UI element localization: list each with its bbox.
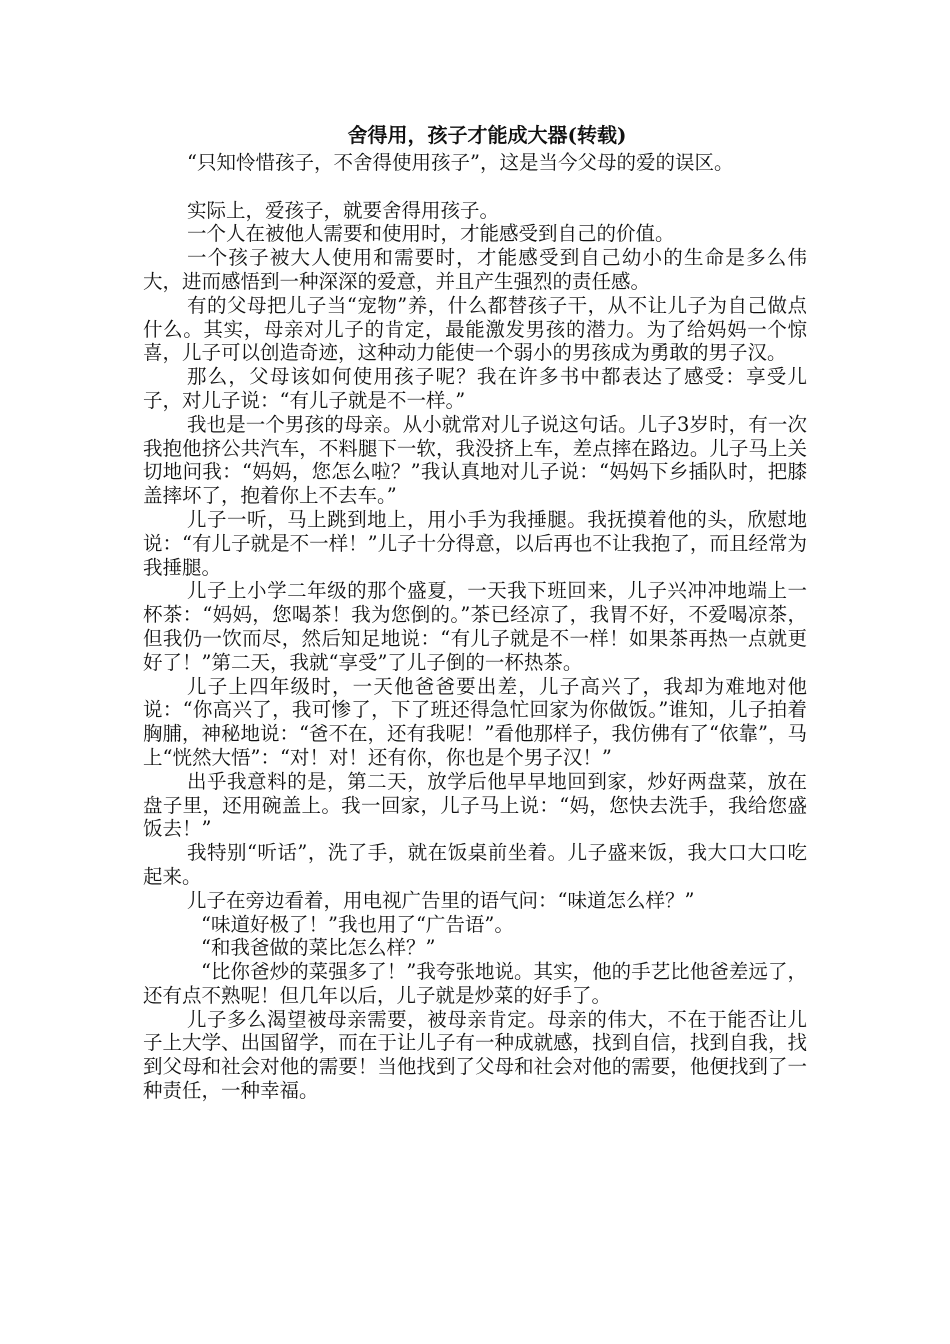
paragraph-13: 儿子在旁边看着，用电视广告里的语气问：“味道怎么样？”: [187, 888, 695, 912]
paragraph-8: 儿子一听，马上跳到地上，用小手为我捶腿。我抚摸着他的头，欣慰地说：“有儿子就是不一样！”儿子十分得意，以后再也不让我抱了，而且经常为我捶腿。: [143, 507, 807, 579]
document-page: [143, 119, 807, 1103]
paragraph-4: 一个孩子被大人使用和需要时，才能感受到自己幼小的生命是多么伟大，进而感悟到一种深深的爱意，并且产生强烈的责任感。: [143, 246, 807, 293]
paragraph-17: 儿子多么渴望被母亲需要，被母亲肯定。母亲的伟大，不在于能否让儿子上大学、出国留学，而在于让儿子有一种成就感，找到自信，找到自我，找到父母和社会对他的需要！当他找到了父母和社会对他的需要，他便找到了一种责任，一种幸福。: [143, 1007, 807, 1103]
paragraph-15: “和我爸做的菜比怎么样？”: [201, 936, 436, 960]
paragraph-1: “只知怜惜孩子，不舍得使用孩子”，这是当今父母的爱的误区。: [187, 151, 734, 174]
paragraph-10: 儿子上四年级时，一天他爸爸要出差，儿子高兴了，我却为难地对他说：“你高兴了，我可惨了，下了班还得急忙回家为你做饭。”谁知，儿子拍着胸脯，神秘地说：“爸不在，还有我呢！”看他那样子，我仿佛有了“依靠”，马上“恍然大悟”：“对！对！还有你，你也是个男子汉！”: [143, 674, 807, 769]
paragraph-3: 一个人在被他人需要和使用时，才能感受到自己的价值。: [187, 222, 675, 246]
paragraph-9: 儿子上小学二年级的那个盛夏，一天我下班回来，儿子兴冲冲地端上一杯茶：“妈妈，您喝茶！我为您倒的。”茶已经凉了，我胃不好，不爱喝凉茶，但我仍一饮而尽，然后知足地说：“有儿子就是不一样！如果茶再热一点就更好了！”第二天，我就“享受”了儿子倒的一杯热茶。: [143, 579, 807, 674]
document-title: 舍得用，孩子才能成大器(转载): [347, 123, 627, 147]
paragraph-6: 那么，父母该如何使用孩子呢？我在许多书中都表达了感受：享受儿子，对儿子说：“有儿子就是不一样。”: [143, 365, 807, 412]
blank-line: [143, 175, 807, 199]
paragraph-14: “味道好极了！”我也用了“广告语”。: [201, 912, 514, 936]
paragraph-16: “比你爸炒的菜强多了！”我夸张地说。其实，他的手艺比他爸差远了，还有点不熟呢！但几年以后，儿子就是炒菜的好手了。: [143, 960, 807, 1007]
paragraph-11: 出乎我意料的是，第二天，放学后他早早地回到家，炒好两盘菜，放在盘子里，还用碗盖上。我一回家，儿子马上说：“妈，您快去洗手，我给您盛饭去！”: [143, 769, 807, 841]
paragraph-5: 有的父母把儿子当“宠物”养，什么都替孩子干，从不让儿子为自己做点什么。其实，母亲对儿子的肯定，最能激发男孩的潜力。为了给妈妈一个惊喜，儿子可以创造奇迹，这种动力能使一个弱小的男孩成为勇敢的男子汉。: [143, 293, 807, 365]
paragraph-12: 我特别“听话”，洗了手，就在饭桌前坐着。儿子盛来饭，我大口大口吃起来。: [143, 841, 807, 888]
paragraph-7: 我也是一个男孩的母亲。从小就常对儿子说这句话。儿子3岁时，有一次我抱他挤公共汽车，不料腿下一软，我没挤上车，差点摔在路边。儿子马上关切地问我：“妈妈，您怎么啦？”我认真地对儿子说：“妈妈下乡插队时，把膝盖摔坏了，抱着你上不去车。”: [143, 412, 807, 508]
paragraph-2: 实际上，爱孩子，就要舍得用孩子。: [187, 198, 500, 222]
